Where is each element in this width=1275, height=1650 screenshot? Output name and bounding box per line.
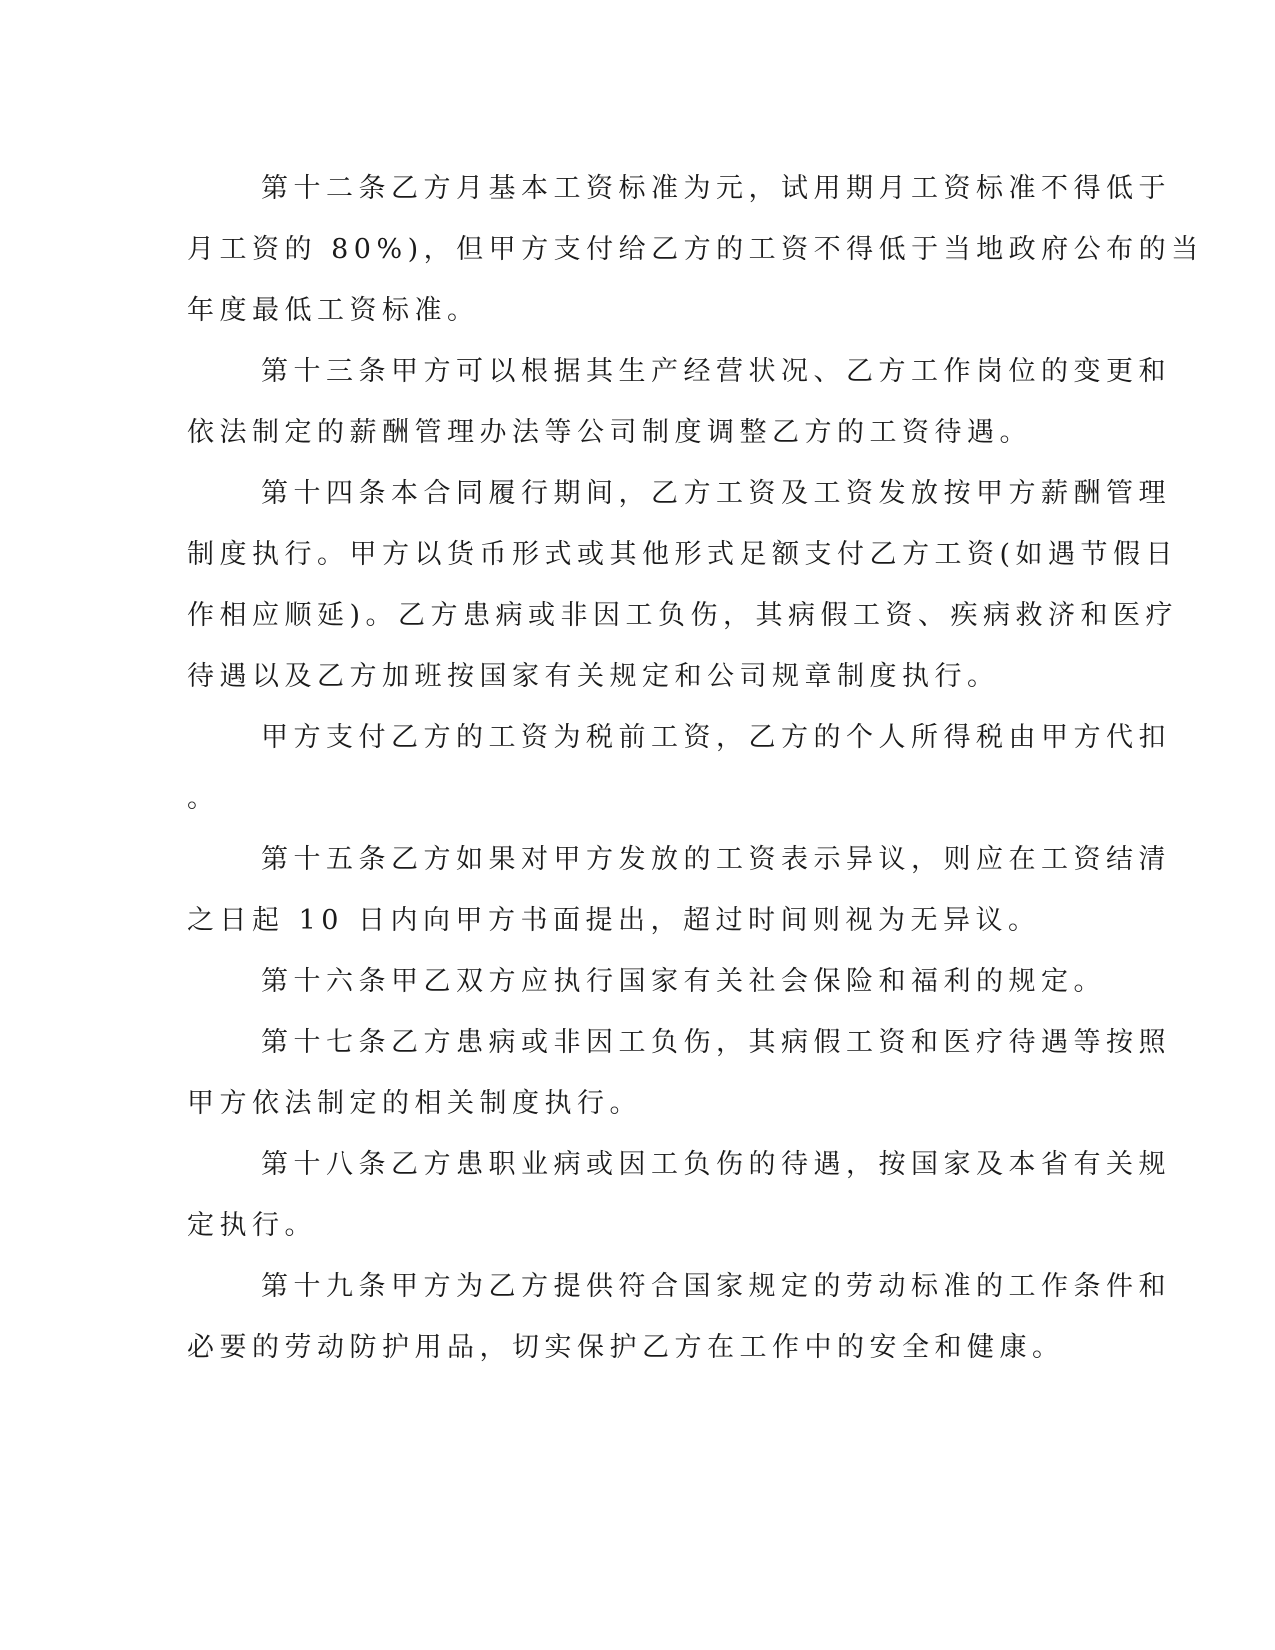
article-15: [187, 829, 1171, 951]
article-16: [187, 951, 1106, 1012]
text-line: 第十二条乙方月基本工资标准为元，试用期月工资标准不得低于: [261, 173, 1171, 204]
text-line: 第十三条甲方可以根据其生产经营状况、乙方工作岗位的变更和: [261, 356, 1171, 387]
text-line: 年度最低工资标准。: [187, 295, 480, 326]
article-13: [187, 341, 1171, 463]
text-line: 第十六条甲乙双方应执行国家有关社会保险和福利的规定。: [261, 966, 1106, 997]
text-line: 第十八条乙方患职业病或因工负伤的待遇，按国家及本省有关规: [261, 1149, 1171, 1180]
article-18: [187, 1134, 1171, 1256]
article-12: [187, 158, 1204, 341]
text-line: 第十九条甲方为乙方提供符合国家规定的劳动标准的工作条件和: [261, 1271, 1171, 1302]
tax-paragraph: [187, 707, 1171, 829]
text-line: 第十五条乙方如果对甲方发放的工资表示异议，则应在工资结清: [261, 844, 1171, 875]
article-19: [187, 1256, 1171, 1378]
text-line: 第十四条本合同履行期间，乙方工资及工资发放按甲方薪酬管理: [261, 478, 1171, 509]
text-line: 定执行。: [187, 1210, 317, 1241]
text-line: 月工资的 80%)，但甲方支付给乙方的工资不得低于当地政府公布的当: [187, 234, 1204, 265]
text-line: 甲方依法制定的相关制度执行。: [187, 1088, 642, 1119]
text-line: 甲方支付乙方的工资为税前工资，乙方的个人所得税由甲方代扣: [261, 722, 1171, 753]
article-17: [187, 1012, 1171, 1134]
text-line: 作相应顺延)。乙方患病或非因工负伤，其病假工资、疾病救济和医疗: [187, 600, 1179, 631]
text-line: 。: [187, 783, 220, 814]
text-line: 依法制定的薪酬管理办法等公司制度调整乙方的工资待遇。: [187, 417, 1032, 448]
article-14: [187, 463, 1179, 707]
text-line: 制度执行。甲方以货币形式或其他形式足额支付乙方工资(如遇节假日: [187, 539, 1179, 570]
text-line: 待遇以及乙方加班按国家有关规定和公司规章制度执行。: [187, 661, 1000, 692]
document-body: [187, 158, 1204, 1378]
text-line: 第十七条乙方患病或非因工负伤，其病假工资和医疗待遇等按照: [261, 1027, 1171, 1058]
text-line: 之日起 10 日内向甲方书面提出，超过时间则视为无异议。: [187, 905, 1041, 936]
text-line: 必要的劳动防护用品，切实保护乙方在工作中的安全和健康。: [187, 1332, 1065, 1363]
